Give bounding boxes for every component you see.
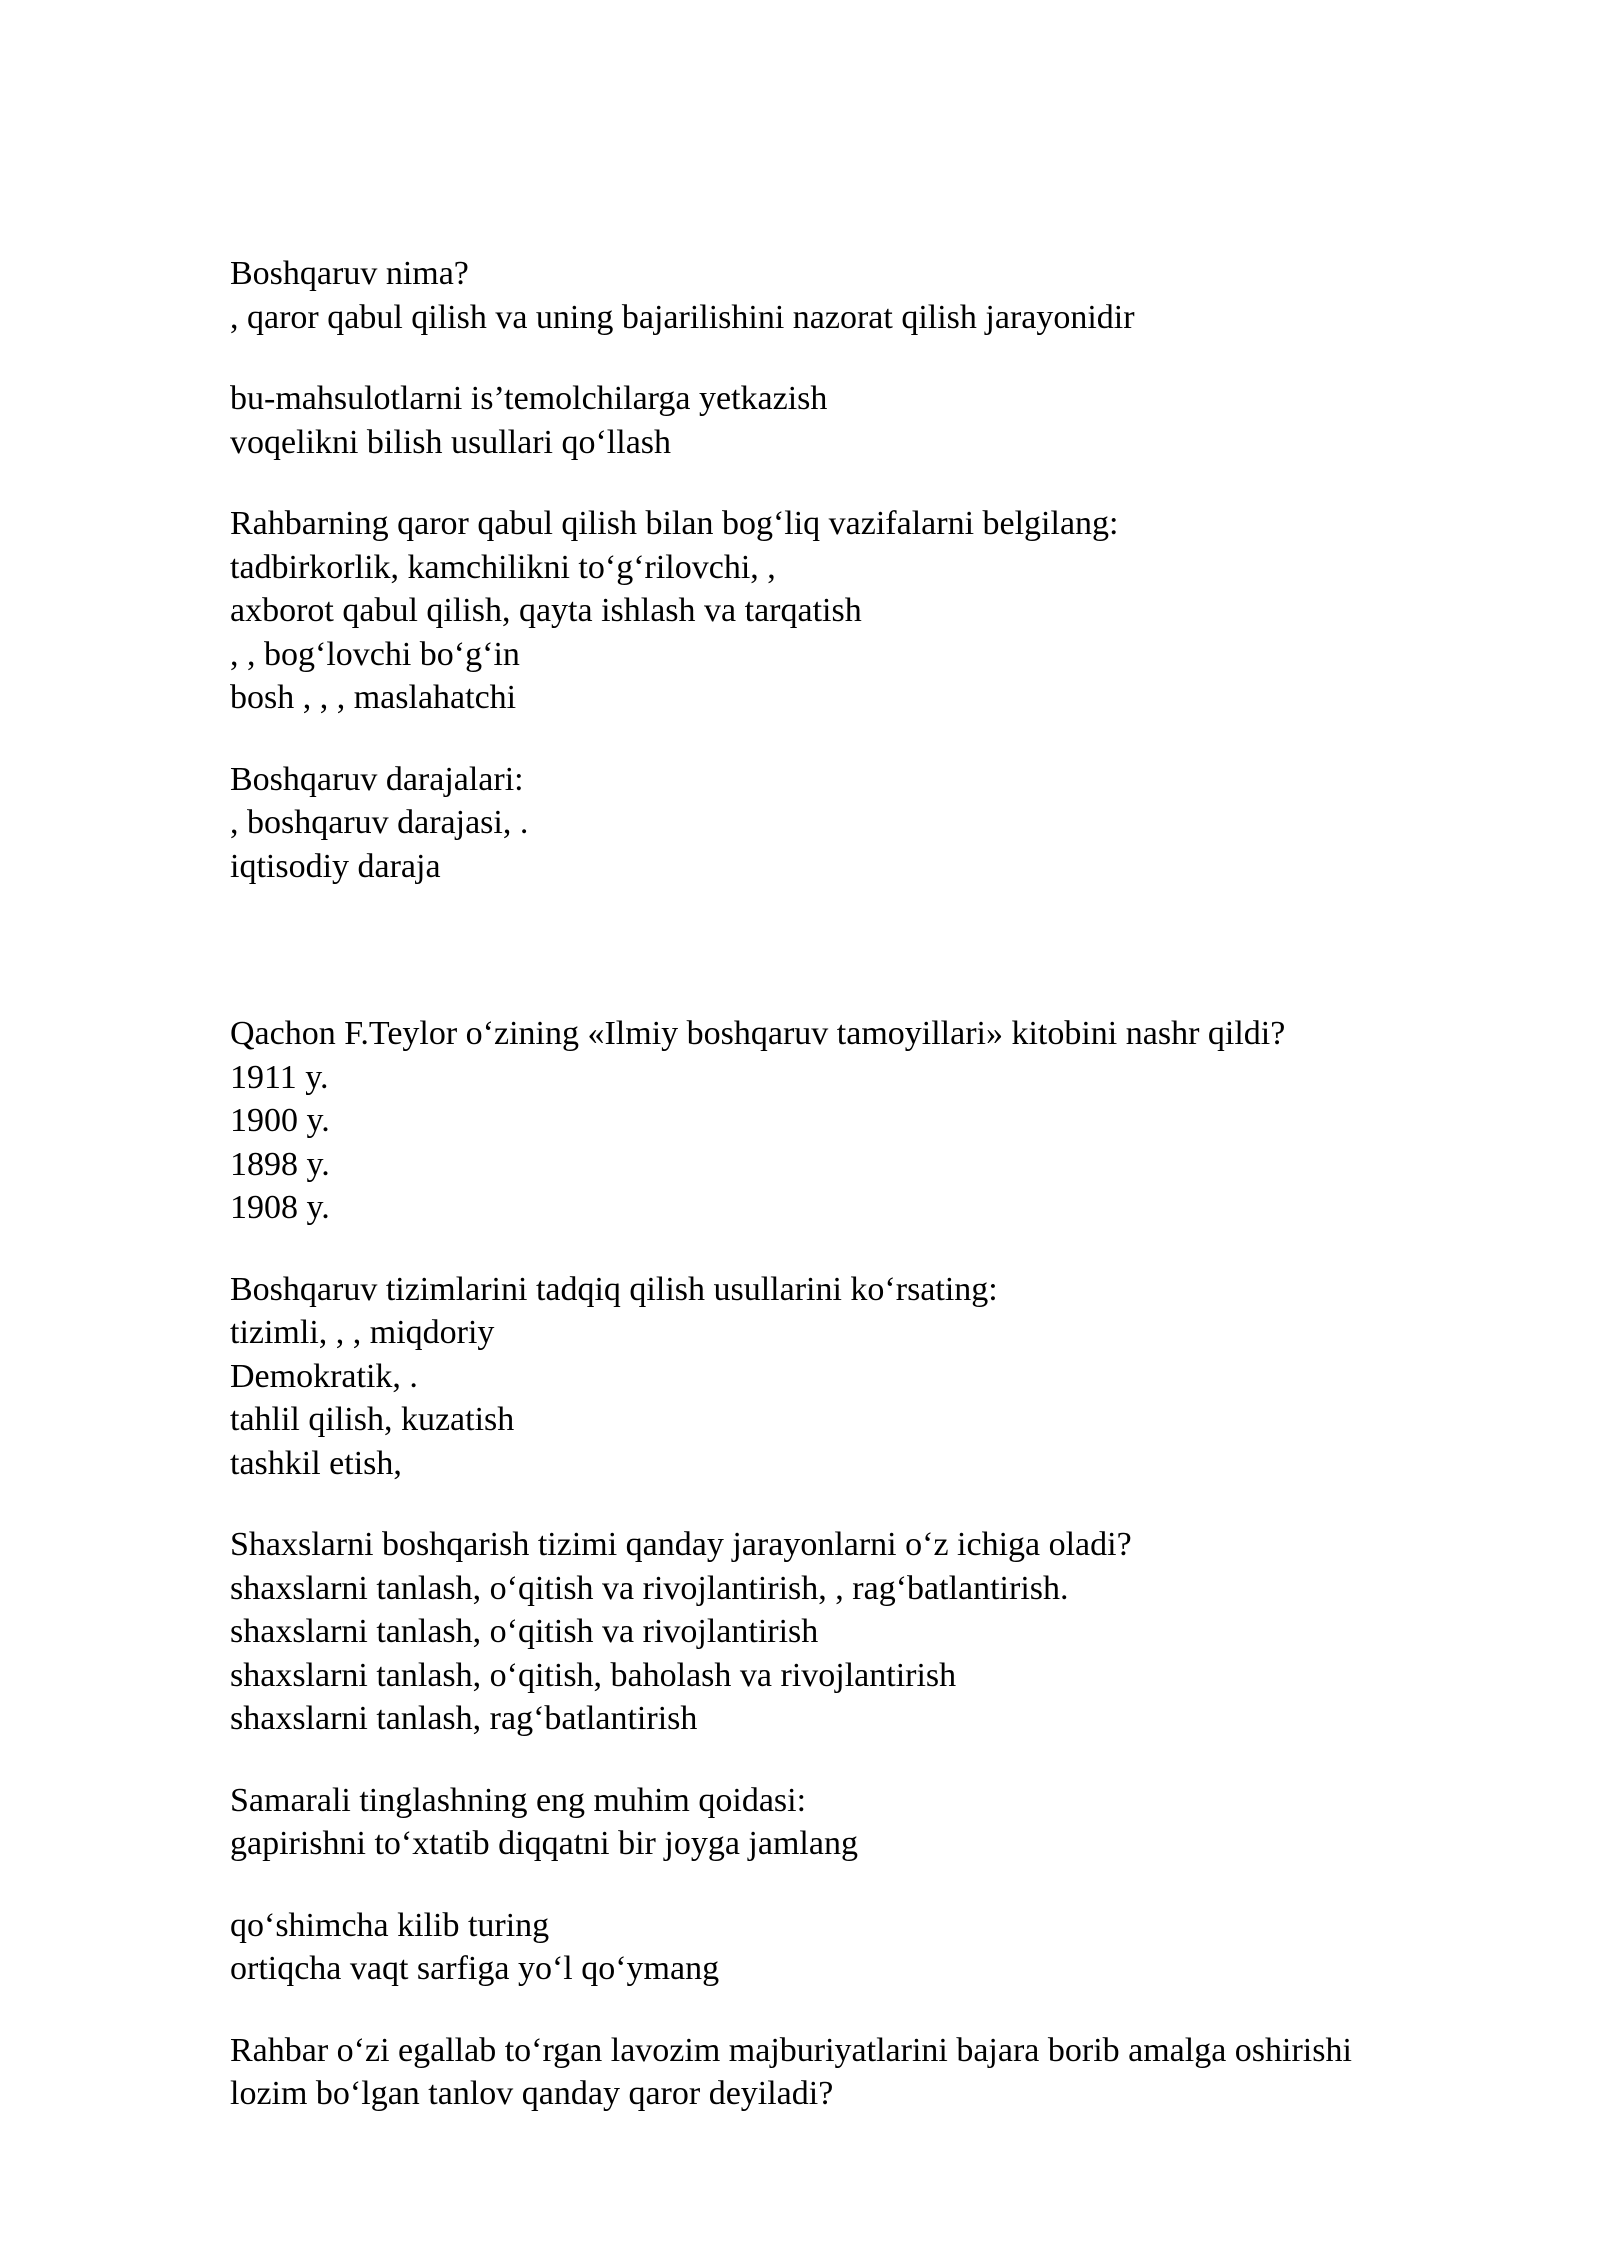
text-block: [230, 1012, 1530, 1230]
question-text: Samarali tinglashning eng muhim qoidasi:: [230, 1781, 807, 1819]
paragraph-gap: [230, 888, 1530, 1012]
answer-option: gapirishni to‘xtatib diqqatni bir joyga jamlang: [230, 1825, 858, 1862]
answer-option: tashkil etish,: [230, 1444, 402, 1482]
text-block: [230, 252, 1530, 339]
answer-option: axborot qabul qilish, qayta ishlash va tarqatish: [230, 592, 862, 629]
text-block: [230, 377, 1530, 464]
paragraph-gap: [230, 339, 1530, 377]
text-block: [230, 1523, 1530, 1741]
answer-option: qo‘shimcha kilib turing: [230, 1906, 550, 1944]
text-block: [230, 1904, 1530, 1991]
answer-option: 1911 y.: [230, 1058, 329, 1096]
text-block: [230, 2029, 1530, 2116]
answer-option: 1900 y.: [230, 1102, 330, 1139]
answer-option: Demokratik, .: [230, 1357, 418, 1395]
paragraph-gap: [230, 1485, 1530, 1523]
question-text: Shaxslarni boshqarish tizimi qanday jarayonlarni o‘z ichiga oladi?: [230, 1526, 1132, 1563]
question-text: Boshqaruv darajalari:: [230, 760, 524, 798]
answer-option: shaxslarni tanlash, o‘qitish va rivojlantirish, , rag‘batlantirish.: [230, 1569, 1069, 1607]
answer-option: , boshqaruv darajasi, .: [230, 804, 529, 841]
answer-option: voqelikni bilish usullari qo‘llash: [230, 423, 672, 461]
text-block: [230, 1268, 1530, 1486]
text-block: [230, 502, 1530, 720]
answer-option: 1908 y.: [230, 1189, 330, 1226]
text-block: [230, 758, 1530, 889]
question-text: Rahbar o‘zi egallab to‘rgan lavozim majburiyatlarini bajara borib amalga oshirishi: [230, 2031, 1352, 2069]
paragraph-gap: [230, 1230, 1530, 1268]
answer-option: bu-mahsulotlarni is’temolchilarga yetkazish: [230, 380, 828, 417]
document-body: [230, 252, 1530, 2116]
question-text: Boshqaruv tizimlarini tadqiq qilish usullarini ko‘rsating:: [230, 1270, 998, 1308]
question-text: Boshqaruv nima?: [230, 255, 469, 292]
answer-option: , , bog‘lovchi bo‘g‘in: [230, 635, 520, 673]
paragraph-gap: [230, 1866, 1530, 1904]
answer-option: shaxslarni tanlash, o‘qitish va rivojlantirish: [230, 1613, 819, 1650]
question-text: Rahbarning qaror qabul qilish bilan bog‘liq vazifalarni belgilang:: [230, 505, 1119, 542]
paragraph-gap: [230, 1741, 1530, 1779]
answer-option: tadbirkorlik, kamchilikni to‘g‘rilovchi, ,: [230, 548, 776, 586]
answer-option: tahlil qilish, kuzatish: [230, 1401, 515, 1438]
answer-option: ortiqcha vaqt sarfiga yo‘l qo‘ymang: [230, 1950, 720, 1987]
question-text: Qachon F.Teylor o‘zining «Ilmiy boshqaruv tamoyillari» kitobini nashr qildi?: [230, 1015, 1286, 1052]
answer-option: shaxslarni tanlash, rag‘batlantirish: [230, 1700, 698, 1737]
paragraph-gap: [230, 1991, 1530, 2029]
answer-option: , qaror qabul qilish va uning bajarilishini nazorat qilish jarayonidir: [230, 298, 1135, 336]
answer-option: bosh , , , maslahatchi: [230, 679, 517, 716]
paragraph-gap: [230, 464, 1530, 502]
answer-option: 1898 y.: [230, 1145, 330, 1183]
paragraph-gap: [230, 720, 1530, 758]
answer-option: shaxslarni tanlash, o‘qitish, baholash va rivojlantirish: [230, 1656, 957, 1694]
answer-option: tizimli, , , miqdoriy: [230, 1314, 495, 1351]
question-text: lozim bo‘lgan tanlov qanday qaror deyiladi?: [230, 2075, 834, 2112]
answer-option: iqtisodiy daraja: [230, 847, 441, 885]
text-block: [230, 1779, 1530, 1866]
